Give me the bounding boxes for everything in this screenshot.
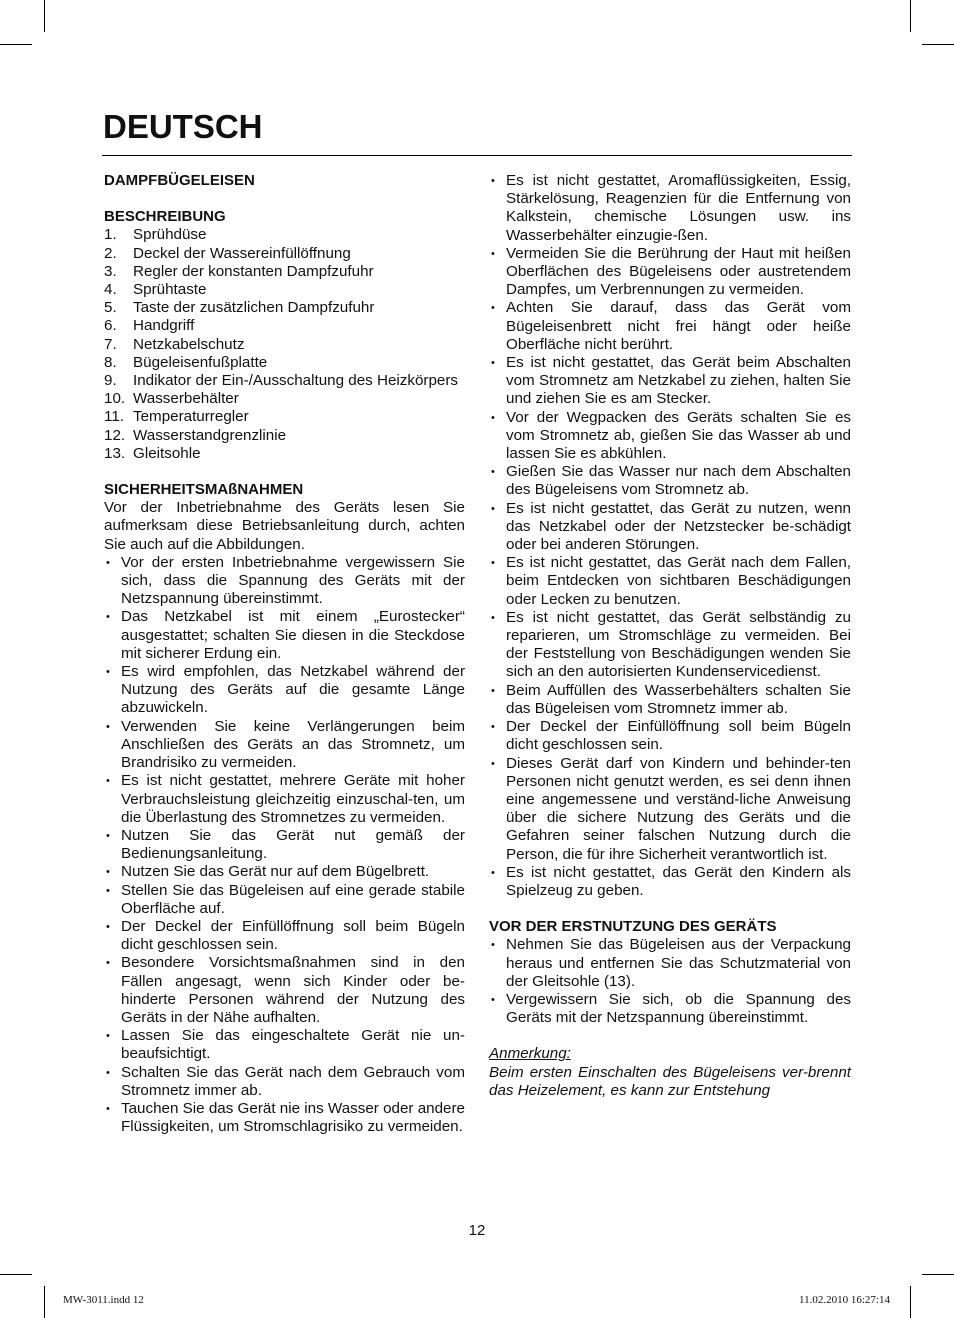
bullet-item: • Stellen Sie das Bügeleisen auf eine gerade stabile Oberfläche auf. bbox=[104, 882, 465, 918]
crop-mark bbox=[922, 44, 954, 45]
description-item bbox=[104, 372, 465, 390]
item-text: Netzkabelschutz bbox=[133, 335, 245, 353]
item-number: 8. bbox=[104, 353, 117, 371]
bullet-item: • Es ist nicht gestattet, das Gerät zu nutzen, wenn das Netzkabel oder der Netzstecker be-schädigt oder bei anderen Störungen. bbox=[489, 500, 851, 555]
item-text: Sprühdüse bbox=[133, 226, 207, 244]
bullet-item: • Es ist nicht gestattet, das Gerät den Kindern als Spielzeug zu geben. bbox=[489, 864, 851, 900]
section-heading-safety: SICHERHEITSMAßNAHMEN bbox=[104, 481, 304, 499]
bullet-item: • Das Netzkabel ist mit einem „Eurostecker“ ausgestattet; schalten Sie diesen in die Steckdose mit sicherer Erdung ein. bbox=[104, 608, 465, 663]
item-text: Bügeleisenfußplatte bbox=[133, 353, 268, 371]
bullet-item: • Der Deckel der Einfüllöffnung soll beim Bügeln dicht geschlossen sein. bbox=[489, 718, 851, 754]
description-item bbox=[104, 390, 465, 408]
description-item bbox=[104, 427, 465, 445]
bullet-item: • Besondere Vorsichtsmaßnahmen sind in den Fällen angesagt, wenn sich Kinder oder be-hinderte Personen während der Nutzung des Geräts in der Nähe aufhalten. bbox=[104, 954, 465, 1027]
item-number: 9. bbox=[104, 372, 117, 390]
footer-timestamp: 11.02.2010 16:27:14 bbox=[799, 1294, 890, 1306]
item-number: 2. bbox=[104, 244, 117, 262]
description-item bbox=[104, 263, 465, 281]
crop-mark bbox=[0, 1274, 32, 1275]
item-number: 13. bbox=[104, 444, 126, 462]
item-number: 1. bbox=[104, 226, 117, 244]
bullet-item: • Dieses Gerät darf von Kindern und behinder-ten Personen nicht genutzt werden, es sei denn ihnen eine angemessene und verständ-liche Anweisung über die sichere Nutzung des Geräts und die Gefahren seiner falschen Nutzung durch die Person, die für ihre Sicherheit verantwortlich ist. bbox=[489, 755, 851, 864]
bullet-item: • Der Deckel der Einfüllöffnung soll beim Bügeln dicht geschlossen sein. bbox=[104, 918, 465, 954]
crop-mark bbox=[910, 0, 911, 32]
crop-mark bbox=[922, 1274, 954, 1275]
page-number: 12 bbox=[468, 1222, 486, 1239]
description-item bbox=[104, 281, 465, 299]
item-text: Sprühtaste bbox=[133, 281, 207, 299]
item-text: Regler der konstanten Dampfzufuhr bbox=[133, 262, 374, 280]
item-text: Taste der zusätzlichen Dampfzufuhr bbox=[133, 299, 375, 317]
item-text: Wasserstandgrenzlinie bbox=[133, 426, 287, 444]
item-number: 11. bbox=[104, 408, 124, 426]
item-number: 3. bbox=[104, 262, 117, 280]
first-use-list bbox=[489, 936, 851, 1027]
description-item bbox=[104, 354, 465, 372]
safety-intro: Vor der Inbetriebnahme des Geräts lesen Sie aufmerksam diese Betriebsanleitung durch, achten Sie auch auf die Abbildungen. bbox=[104, 499, 465, 553]
description-list bbox=[104, 226, 465, 463]
description-item bbox=[104, 445, 465, 463]
description-item bbox=[104, 245, 465, 263]
bullet-item: • Tauchen Sie das Gerät nie ins Wasser oder andere Flüssigkeiten, um Stromschlagrisiko zu vermeiden. bbox=[104, 1100, 465, 1136]
section-heading-steam-iron: DAMPFBÜGELEISEN bbox=[104, 172, 255, 189]
bullet-item: • Es wird empfohlen, das Netzkabel während der Nutzung des Geräts auf die gesamte Länge abzuwickeln. bbox=[104, 663, 465, 718]
bullet-item: • Verwenden Sie keine Verlängerungen beim Anschließen des Geräts an das Stromnetz, um Brandrisiko zu vermeiden. bbox=[104, 718, 465, 773]
item-number: 5. bbox=[104, 299, 117, 317]
bullet-item: • Vermeiden Sie die Berührung der Haut mit heißen Oberflächen des Bügeleisens oder austretendem Dampfes, um Verbrennungen zu vermeiden. bbox=[489, 245, 851, 300]
bullet-item: • Nehmen Sie das Bügeleisen aus der Verpackung heraus und entfernen Sie das Schutzmaterial von der Gleitsohle (13). bbox=[489, 936, 851, 991]
item-text: Gleitsohle bbox=[133, 444, 201, 462]
crop-mark bbox=[910, 1286, 911, 1318]
crop-mark bbox=[44, 0, 45, 32]
bullet-item: • Es ist nicht gestattet, mehrere Geräte mit hoher Verbrauchsleistung gleichzeitig einzuschal-ten, um die Überlastung des Stromnetzes zu vermeiden. bbox=[104, 772, 465, 827]
item-number: 6. bbox=[104, 317, 117, 335]
item-text: Deckel der Wassereinfüllöffnung bbox=[133, 244, 351, 262]
bullet-item: • Vergewissern Sie sich, ob die Spannung des Geräts mit der Netzspannung übereinstimmt. bbox=[489, 991, 851, 1027]
item-number: 10. bbox=[104, 390, 126, 408]
safety-list bbox=[104, 554, 465, 1137]
page-title: DEUTSCH bbox=[103, 108, 263, 145]
description-item bbox=[104, 226, 465, 244]
item-number: 4. bbox=[104, 281, 117, 299]
right-column bbox=[489, 172, 851, 1100]
crop-mark bbox=[44, 1286, 45, 1318]
bullet-item: • Vor der Wegpacken des Geräts schalten Sie es vom Stromnetz ab, gießen Sie das Wasser ab und lassen Sie es abkühlen. bbox=[489, 409, 851, 464]
bullet-item: • Nutzen Sie das Gerät nur auf dem Bügelbrett. bbox=[104, 863, 465, 881]
bullet-item: • Schalten Sie das Gerät nach dem Gebrauch vom Stromnetz immer ab. bbox=[104, 1064, 465, 1100]
bullet-item: • Lassen Sie das eingeschaltete Gerät nie un-beaufsichtigt. bbox=[104, 1027, 465, 1063]
description-item bbox=[104, 317, 465, 335]
section-heading-description: BESCHREIBUNG bbox=[104, 208, 226, 226]
bullet-item: • Es ist nicht gestattet, Aromaflüssigkeiten, Essig, Stärkelösung, Reagenzien für die Entfernung von Kalkstein, chemische Lösungen usw. ins Wasserbehälter einzugie-ßen. bbox=[489, 172, 851, 245]
item-text: Indikator der Ein-/Ausschaltung des Heizkörpers bbox=[133, 372, 459, 390]
item-number: 12. bbox=[104, 426, 126, 444]
note-heading: Anmerkung: bbox=[489, 1045, 571, 1063]
bullet-item: • Beim Auffüllen des Wasserbehälters schalten Sie das Bügeleisen vom Stromnetz immer ab. bbox=[489, 682, 851, 718]
bullet-item: • Es ist nicht gestattet, das Gerät selbständig zu reparieren, um Stromschläge zu vermeiden. Bei der Feststellung von Beschädigungen wenden Sie sich an den autorisierten Kundenservicedienst. bbox=[489, 609, 851, 682]
crop-mark bbox=[0, 44, 32, 45]
description-item bbox=[104, 336, 465, 354]
footer-filename: MW-3011.indd 12 bbox=[63, 1294, 144, 1306]
bullet-item: • Achten Sie darauf, dass das Gerät vom Bügeleisenbrett nicht frei hängt oder heiße Oberfläche nicht berührt. bbox=[489, 299, 851, 354]
item-text: Temperaturregler bbox=[133, 408, 249, 426]
item-text: Handgriff bbox=[133, 317, 195, 335]
bullet-item: • Gießen Sie das Wasser nur nach dem Abschalten des Bügeleisens vom Stromnetz ab. bbox=[489, 463, 851, 499]
description-item bbox=[104, 299, 465, 317]
item-number: 7. bbox=[104, 335, 117, 353]
bullet-item: • Vor der ersten Inbetriebnahme vergewissern Sie sich, dass die Spannung des Geräts mit der Netzspannung übereinstimmt. bbox=[104, 554, 465, 609]
description-item bbox=[104, 408, 465, 426]
bullet-item: • Es ist nicht gestattet, das Gerät nach dem Fallen, beim Entdecken von sichtbaren Beschädigungen oder Lecken zu benutzen. bbox=[489, 554, 851, 609]
item-text: Wasserbehälter bbox=[133, 390, 239, 408]
section-heading-first-use: VOR DER ERSTNUTZUNG DES GERÄTS bbox=[489, 918, 777, 936]
title-rule bbox=[102, 155, 852, 156]
safety-list-continued bbox=[489, 172, 851, 900]
left-column bbox=[104, 172, 465, 1136]
bullet-item: • Es ist nicht gestattet, das Gerät beim Abschalten vom Stromnetz am Netzkabel zu ziehen, halten Sie und ziehen Sie es am Stecker. bbox=[489, 354, 851, 409]
bullet-item: • Nutzen Sie das Gerät nut gemäß der Bedienungsanleitung. bbox=[104, 827, 465, 863]
note-text: Beim ersten Einschalten des Bügeleisens ver-brennt das Heizelement, es kann zur Entstehung bbox=[489, 1063, 851, 1099]
